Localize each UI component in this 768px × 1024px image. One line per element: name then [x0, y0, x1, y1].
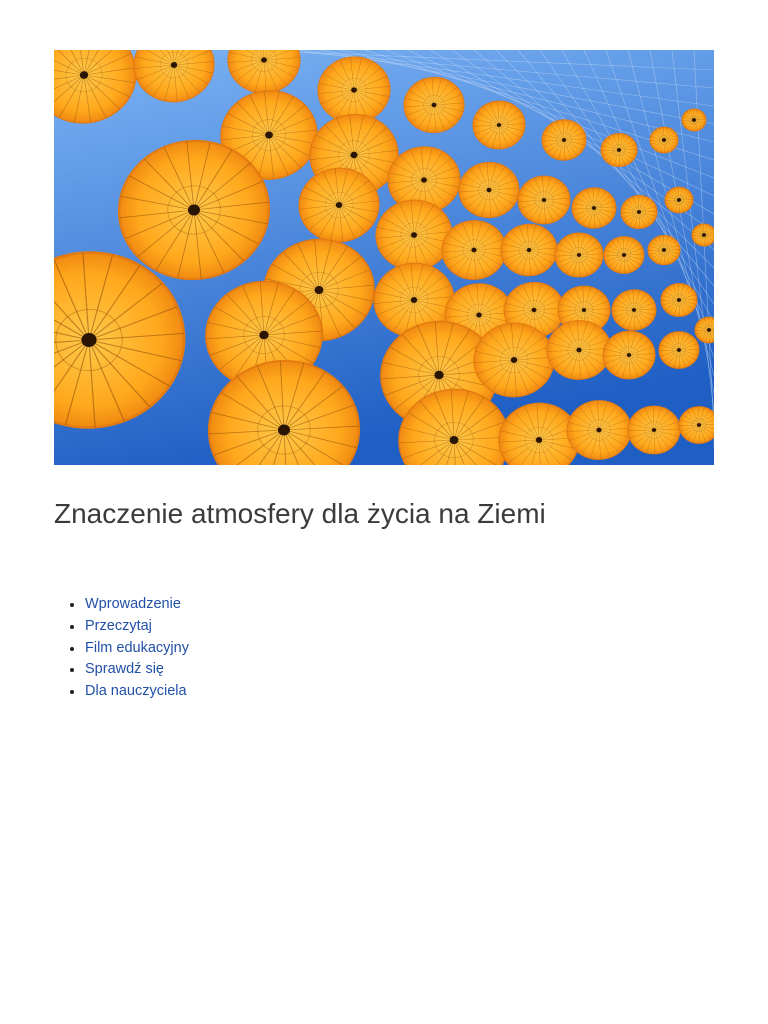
- umbrella-shape: [665, 187, 694, 214]
- bullet-icon: [70, 690, 74, 694]
- toc-item-sprawdz-sie: [85, 659, 189, 681]
- toc-link-wprowadzenie[interactable]: Wprowadzenie: [85, 596, 181, 612]
- page-title: Znaczenie atmosfery dla życia na Ziemi: [54, 498, 546, 529]
- umbrella-shape: [682, 109, 707, 132]
- toc-item-film-edukacyjny: [85, 638, 189, 660]
- toc-link-film-edukacyjny[interactable]: Film edukacyjny: [85, 639, 189, 656]
- toc-link-dla-nauczyciela[interactable]: Dla nauczyciela: [85, 683, 187, 700]
- toc-link-sprawdz-sie[interactable]: Sprawdź się: [85, 661, 164, 678]
- table-of-contents: [67, 594, 189, 703]
- bullet-icon: [70, 647, 74, 651]
- umbrellas-photo: [54, 50, 714, 465]
- hero-image: [54, 50, 714, 465]
- umbrella-shape: [660, 283, 697, 317]
- umbrella-shape: [650, 127, 679, 154]
- umbrella-shape: [647, 235, 680, 266]
- toc-item-wprowadzenie: [85, 594, 189, 616]
- bullet-icon: [70, 668, 74, 672]
- toc-item-dla-nauczyciela: [85, 681, 189, 703]
- toc-link-przeczytaj[interactable]: Przeczytaj: [85, 617, 152, 634]
- toc-item-przeczytaj: [85, 616, 189, 638]
- umbrella-shape: [600, 133, 637, 167]
- bullet-icon: [70, 603, 74, 607]
- bullet-icon: [70, 625, 74, 629]
